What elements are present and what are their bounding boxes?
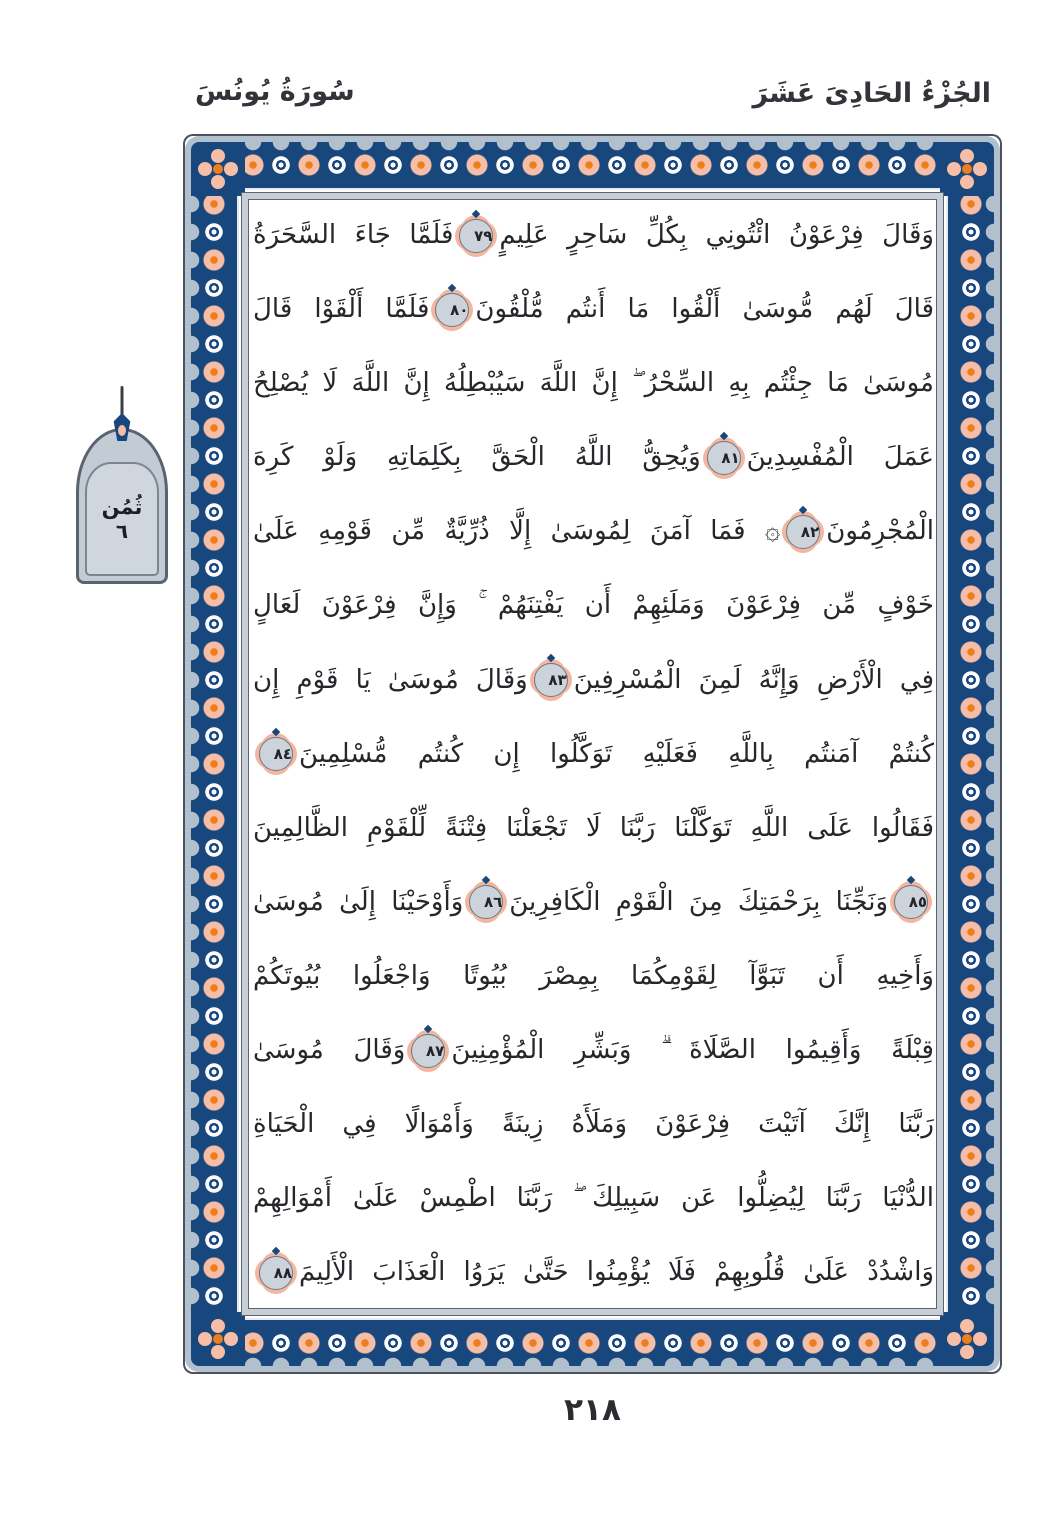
quran-line — [253, 346, 934, 420]
verse-number-badge: ٨٧ — [411, 1034, 445, 1068]
verse-text: وَأَوْحَيْنَا إِلَىٰ مُوسَىٰ — [253, 886, 464, 917]
verse-text: عَمَلَ الْمُفْسِدِينَ — [746, 442, 934, 473]
quran-line — [253, 717, 934, 791]
page-number: ٢١٨ — [564, 1392, 621, 1428]
quran-line — [253, 1087, 934, 1161]
verse-text: خَوْفٍ مِّن فِرْعَوْنَ وَمَلَئِهِمْ أَن يَفْتِنَهُمْ ۚ وَإِنَّ فِرْعَوْنَ لَعَالٍ — [253, 590, 934, 621]
verse-text: فَلَمَّا أَلْقَوْا قَالَ — [253, 294, 430, 325]
verse-number-badge: ٨٢ — [786, 515, 820, 549]
quran-line — [253, 1235, 934, 1309]
verse-number-badge: ٨٠ — [435, 293, 469, 327]
verse-text: قِبْلَةً وَأَقِيمُوا الصَّلَاةَ ۗ وَبَشِّرِ الْمُؤْمِنِينَ — [451, 1035, 934, 1066]
verse-number-badge: ٨٤ — [259, 737, 293, 771]
verse-text: ۞ فَمَا آمَنَ لِمُوسَىٰ إِلَّا ذُرِّيَّةٌ مِّن قَوْمِهِ عَلَىٰ — [253, 516, 781, 547]
thumn-panel — [85, 462, 159, 576]
border-band-top — [239, 136, 946, 190]
verse-text: قَالَ لَهُم مُّوسَىٰ أَلْقُوا مَا أَنتُم مُّلْقُونَ — [475, 294, 934, 325]
thumn-number: ٦ — [115, 519, 129, 543]
verse-text: فِي الْأَرْضِ وَإِنَّهُ لَمِنَ الْمُسْرِفِينَ — [573, 664, 934, 695]
corner-flower-icon — [185, 1312, 245, 1372]
verse-number-badge: ٨٨ — [259, 1256, 293, 1290]
verse-number-badge: ٨٣ — [534, 663, 568, 697]
border-band-left — [185, 190, 239, 1318]
quran-line — [253, 643, 934, 717]
quran-lines — [253, 198, 934, 1314]
quran-line — [253, 1013, 934, 1087]
verse-number-badge: ٨٦ — [469, 885, 503, 919]
quran-line — [253, 568, 934, 642]
verse-text: الدُّنْيَا رَبَّنَا لِيُضِلُّوا عَن سَبِيلِكَ ۖ رَبَّنَا اطْمِسْ عَلَىٰ أَمْوَالِهِمْ — [253, 1183, 934, 1214]
verse-text: وَقَالَ مُوسَىٰ — [253, 1035, 406, 1066]
verse-text: كُنتُمْ آمَنتُم بِاللَّهِ فَعَلَيْهِ تَوَكَّلُوا إِن كُنتُم مُّسْلِمِينَ — [299, 738, 934, 769]
verse-number-badge: ٨١ — [707, 441, 741, 475]
verse-text: وَيُحِقُّ اللَّهُ الْحَقَّ بِكَلِمَاتِهِ وَلَوْ كَرِهَ — [253, 442, 701, 473]
surah-title: سُورَةُ يُونُسَ — [195, 76, 355, 107]
quran-line — [253, 791, 934, 865]
border-band-bottom — [239, 1318, 946, 1372]
juz-title: الجُزْءُ الحَادِىَ عَشَرَ — [752, 78, 991, 109]
thumn-label: ثُمُن — [101, 495, 143, 519]
verse-text: الْمُجْرِمُونَ — [826, 516, 934, 547]
quran-line — [253, 865, 934, 939]
corner-flower-icon — [940, 136, 1000, 196]
verse-text: فَقَالُوا عَلَى اللَّهِ تَوَكَّلْنَا رَبَّنَا لَا تَجْعَلْنَا فِتْنَةً لِّلْقَوْمِ الظَّالِمِينَ — [253, 812, 934, 843]
quran-line — [253, 272, 934, 346]
verse-number-badge: ٧٩ — [459, 219, 493, 253]
verse-number-badge: ٨٥ — [894, 885, 928, 919]
quran-line — [253, 939, 934, 1013]
corner-flower-icon — [940, 1312, 1000, 1372]
verse-text: مُوسَىٰ مَا جِئْتُم بِهِ السِّحْرُ ۖ إِنَّ اللَّهَ سَيُبْطِلُهُ إِنَّ اللَّهَ لَا يُصْلِحُ — [253, 368, 934, 399]
quran-line — [253, 494, 934, 568]
decorative-border-frame — [185, 136, 1000, 1372]
quran-line — [253, 420, 934, 494]
verse-text: وَقَالَ فِرْعَوْنُ ائْتُونِي بِكُلِّ سَاحِرٍ عَلِيمٍ — [499, 220, 934, 250]
verse-text: فَلَمَّا جَاءَ السَّحَرَةُ — [253, 220, 454, 250]
border-band-right — [946, 190, 1000, 1318]
verse-text: وَأَخِيهِ أَن تَبَوَّآ لِقَوْمِكُمَا بِمِصْرَ بُيُوتًا وَاجْعَلُوا بُيُوتَكُمْ — [253, 960, 934, 991]
verse-text: رَبَّنَا إِنَّكَ آتَيْتَ فِرْعَوْنَ وَمَلَأَهُ زِينَةً وَأَمْوَالًا فِي الْحَيَاةِ — [253, 1109, 934, 1140]
quran-line — [253, 198, 934, 272]
verse-text: وَقَالَ مُوسَىٰ يَا قَوْمِ إِن — [253, 664, 528, 695]
verse-text: وَاشْدُدْ عَلَىٰ قُلُوبِهِمْ فَلَا يُؤْمِنُوا حَتَّىٰ يَرَوُا الْعَذَابَ الْأَلِيمَ — [299, 1257, 934, 1288]
corner-flower-icon — [185, 136, 245, 196]
quran-line — [253, 1161, 934, 1235]
thumn-marker-ornament — [76, 428, 168, 584]
verse-text: وَنَجِّنَا بِرَحْمَتِكَ مِنَ الْقَوْمِ الْكَافِرِينَ — [509, 886, 888, 917]
